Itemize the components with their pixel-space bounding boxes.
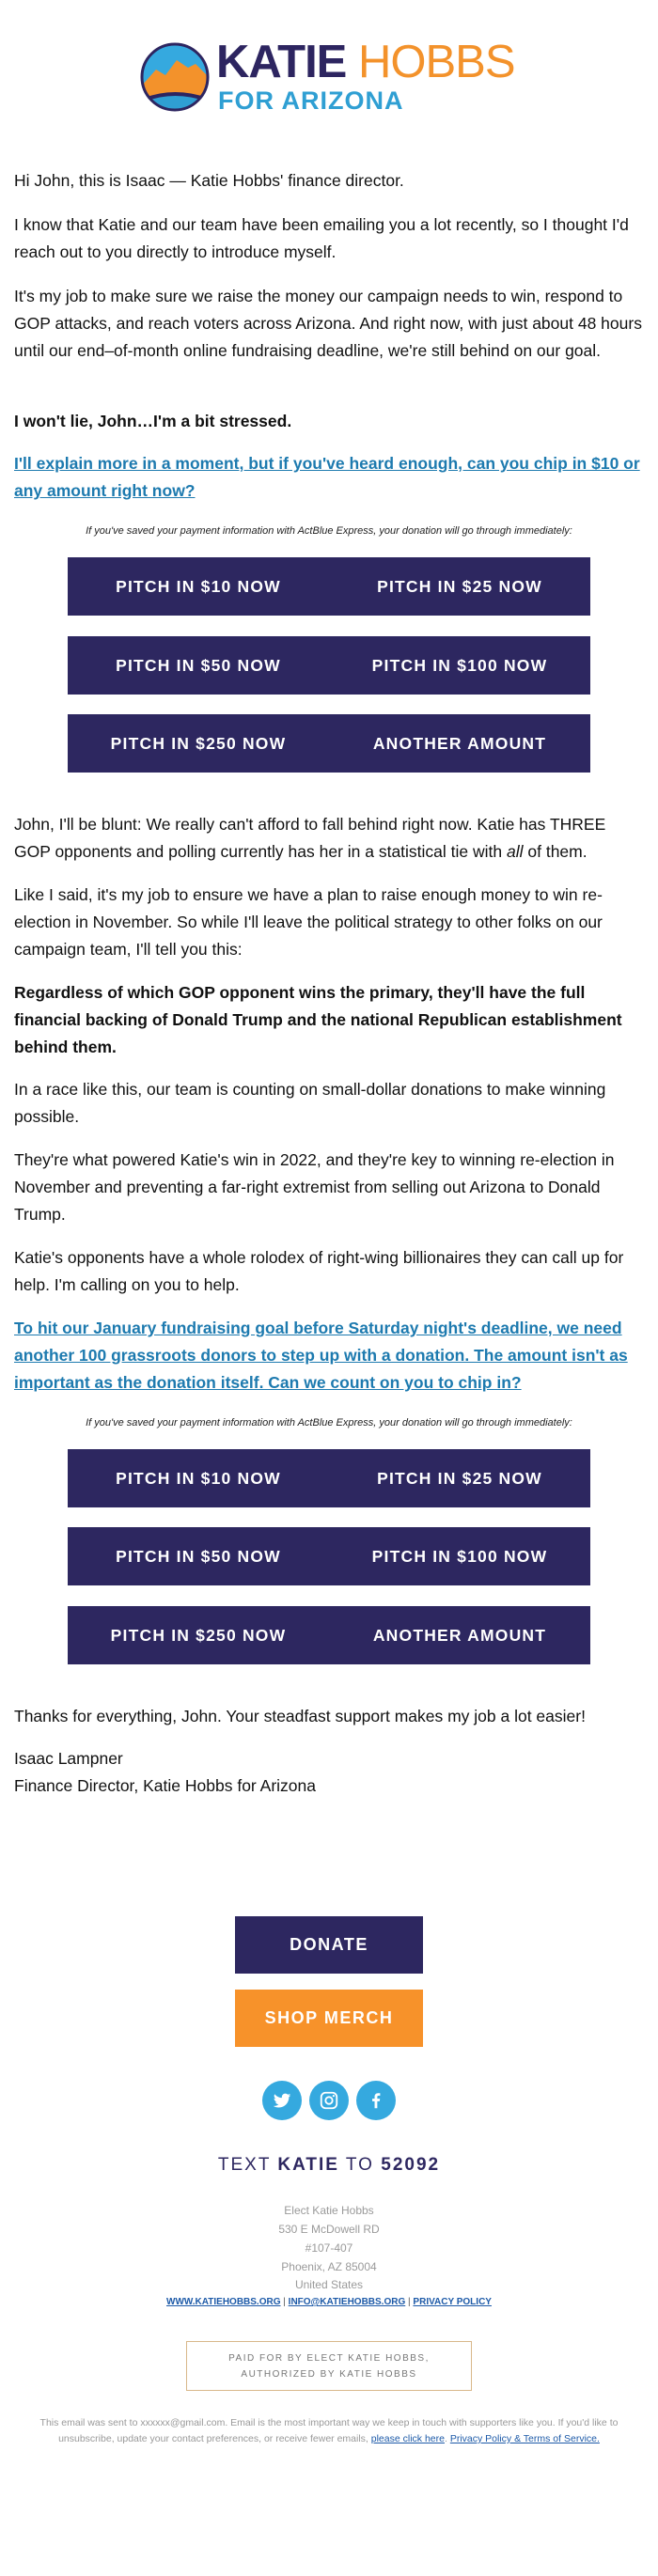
info-email-link[interactable]: INFO@KATIEHOBBS.ORG bbox=[288, 2297, 406, 2307]
pitch-in-25-button[interactable]: PITCH IN $25 NOW bbox=[329, 557, 590, 616]
opponents-paragraph: Katie's opponents have a whole rolodex of right-wing billionaires they can call up for help. I'm calling on you to help. bbox=[14, 1248, 624, 1294]
pitch-in-10-button[interactable]: PITCH IN $10 NOW bbox=[68, 557, 329, 616]
instagram-icon[interactable] bbox=[309, 2081, 349, 2120]
actblue-note-2: If you've saved your payment information with ActBlue Express, your donation will go through immediately: bbox=[86, 1417, 572, 1429]
unsubscribe-disclaimer bbox=[19, 2415, 639, 2447]
address-line-1: Elect Katie Hobbs bbox=[284, 2204, 374, 2217]
chip-in-link-2[interactable]: To hit our January fundraising goal before Saturday night's deadline, we need another 100 grassroots donors to step up with a donation. The amount isn't as important as the donation itself. Can we count on you to chip in? bbox=[14, 1319, 628, 1392]
another-amount-button[interactable]: ANOTHER AMOUNT bbox=[329, 714, 590, 773]
small-dollar-paragraph: In a race like this, our team is counting on small-dollar donations to make winning possible. bbox=[14, 1080, 606, 1126]
text-to-donate bbox=[0, 2155, 658, 2176]
blunt-text-a: John, I'll be blunt: We really can't afford to fall behind right now. Katie has THREE GOP opponents and polling currently has her in a statistical tie with bbox=[14, 815, 606, 861]
blunt-text-em: all bbox=[507, 842, 524, 861]
arizona-mountain-icon bbox=[139, 41, 211, 113]
footer-links bbox=[0, 2297, 658, 2307]
disclaimer-text: This email was sent to xxxxxx@gmail.com. Email is the most important way we keep in touch with supporters like you. If you'd like to unsubscribe, update your contact preferences, or receive fewer emails, bbox=[39, 2417, 619, 2444]
twitter-bird-glyph bbox=[272, 2090, 292, 2111]
plan-paragraph: Like I said, it's my job to ensure we have a plan to raise enough money to win re-election in November. So while I'll leave the political strategy to other folks on our campaign team, I'll tell you this: bbox=[14, 885, 603, 959]
signature-title: Finance Director, Katie Hobbs for Arizona bbox=[14, 1776, 316, 1795]
text-number: 52092 bbox=[381, 2155, 441, 2175]
pitch-in-100-button[interactable]: PITCH IN $100 NOW bbox=[329, 636, 590, 695]
facebook-f-glyph bbox=[366, 2090, 386, 2111]
signature-name: Isaac Lampner bbox=[14, 1749, 123, 1768]
pitch-in-25-button[interactable]: PITCH IN $25 NOW bbox=[329, 1449, 590, 1507]
pitch-in-50-button[interactable]: PITCH IN $50 NOW bbox=[68, 1527, 329, 1585]
donate-button[interactable]: DONATE bbox=[235, 1916, 423, 1974]
pitch-in-100-button[interactable]: PITCH IN $100 NOW bbox=[329, 1527, 590, 1585]
logo-title bbox=[216, 39, 515, 86]
paid-for-line-1: PAID FOR BY ELECT KATIE HOBBS, bbox=[228, 2352, 430, 2364]
text-mid: TO bbox=[338, 2155, 382, 2175]
address-line-3: #107-407 bbox=[305, 2241, 353, 2255]
pitch-in-10-button[interactable]: PITCH IN $10 NOW bbox=[68, 1449, 329, 1507]
address-line-5: United States bbox=[294, 2278, 364, 2291]
text-pre: TEXT bbox=[217, 2155, 278, 2175]
logo-katie: KATIE bbox=[216, 37, 347, 87]
stressed-paragraph: I won't lie, John…I'm a bit stressed. bbox=[14, 412, 292, 430]
text-keyword: KATIE bbox=[277, 2155, 339, 2175]
campaign-logo[interactable] bbox=[139, 37, 525, 117]
powered-paragraph: They're what powered Katie's win in 2022, and they're key to winning re-election in November and preventing a far-right extremist from selling out Arizona to Donald Trump. bbox=[14, 1150, 615, 1224]
pitch-in-250-button[interactable]: PITCH IN $250 NOW bbox=[68, 1606, 329, 1664]
another-amount-button[interactable]: ANOTHER AMOUNT bbox=[329, 1606, 590, 1664]
chip-in-link-1[interactable]: I'll explain more in a moment, but if you've heard enough, can you chip in $10 or any amount right now? bbox=[14, 454, 640, 500]
facebook-icon[interactable] bbox=[356, 2081, 396, 2120]
privacy-policy-link[interactable]: PRIVACY POLICY bbox=[413, 2297, 492, 2307]
thanks-paragraph: Thanks for everything, John. Your steadfast support makes my job a lot easier! bbox=[14, 1707, 586, 1725]
logo-subtitle: FOR ARIZONA bbox=[218, 86, 404, 115]
paid-for-line-2: AUTHORIZED BY KATIE HOBBS bbox=[241, 2368, 417, 2380]
twitter-icon[interactable] bbox=[262, 2081, 302, 2120]
shop-merch-button[interactable]: SHOP MERCH bbox=[235, 1990, 423, 2047]
logo-hobbs: HOBBS bbox=[358, 37, 515, 87]
instagram-camera-glyph bbox=[319, 2090, 339, 2111]
blunt-paragraph bbox=[14, 811, 644, 866]
blunt-text-b: of them. bbox=[523, 842, 588, 861]
link-separator: | bbox=[283, 2297, 286, 2307]
actblue-note-1: If you've saved your payment information with ActBlue Express, your donation will go through immediately: bbox=[86, 525, 572, 537]
website-link[interactable]: WWW.KATIEHOBBS.ORG bbox=[166, 2297, 281, 2307]
pitch-in-50-button[interactable]: PITCH IN $50 NOW bbox=[68, 636, 329, 695]
address-line-2: 530 E McDowell RD bbox=[278, 2223, 380, 2236]
privacy-terms-link[interactable]: Privacy Policy & Terms of Service. bbox=[449, 2433, 600, 2444]
disclaimer-mid: . bbox=[444, 2433, 450, 2444]
intro-paragraph: I know that Katie and our team have been emailing you a lot recently, so I thought I'd reach out to you directly to introduce myself. bbox=[14, 215, 629, 261]
greeting-paragraph: Hi John, this is Isaac — Katie Hobbs' finance director. bbox=[14, 171, 404, 190]
pitch-in-250-button[interactable]: PITCH IN $250 NOW bbox=[68, 714, 329, 773]
paid-for-disclaimer bbox=[186, 2341, 472, 2391]
address-line-4: Phoenix, AZ 85004 bbox=[281, 2260, 377, 2273]
trump-backing-paragraph: Regardless of which GOP opponent wins the primary, they'll have the full financial backing of Donald Trump and the national Republican establishment behind them. bbox=[14, 983, 622, 1056]
unsubscribe-link[interactable]: please click here bbox=[370, 2433, 445, 2444]
job-paragraph: It's my job to make sure we raise the money our campaign needs to win, respond to GOP attacks, and reach voters across Arizona. And right now, with just about 48 hours until our end–of-month online fundraising deadline, we're still behind on our goal. bbox=[14, 287, 642, 360]
link-separator: | bbox=[408, 2297, 411, 2307]
